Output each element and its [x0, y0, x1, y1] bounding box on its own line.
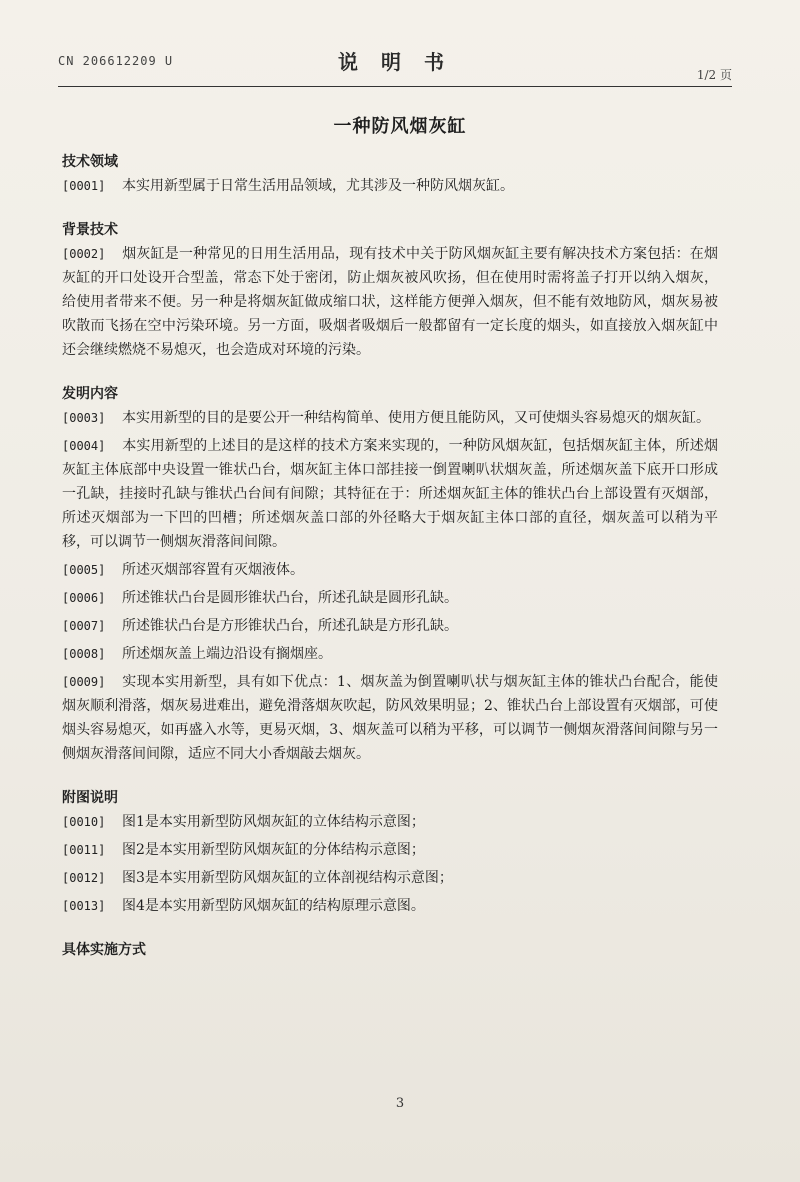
paragraph	[62, 838, 718, 862]
paragraph	[62, 810, 718, 834]
paragraph-number: [0002]	[62, 247, 106, 261]
paragraph	[62, 406, 718, 430]
section-heading: 发明内容	[62, 386, 118, 402]
paragraph	[62, 558, 718, 582]
paragraph-text: 本实用新型的上述目的是这样的技术方案来实现的，一种防风烟灰缸，包括烟灰缸主体，所述烟灰缸主体底部中央设置一锥状凸台，烟灰缸主体口部挂接一倒置喇叭状烟灰盖，所述烟灰盖下底开口形成一孔缺，挂接时孔缺与锥状凸台间有间隙；其特征在于：所述烟灰缸主体的锥状凸台上部设置有灭烟部，所述灭烟部为一下凹的凹槽；所述烟灰盖口部的外径略大于烟灰缸主体口部的直径，烟灰盖可以稍为平移，可以调节一侧烟灰滑落间间隙。	[62, 438, 718, 550]
paragraph	[62, 894, 718, 918]
paragraph-text: 本实用新型的目的是要公开一种结构简单、使用方便且能防风，又可使烟头容易熄灭的烟灰缸。	[122, 410, 710, 426]
paragraph	[62, 866, 718, 890]
section-drawings	[62, 786, 718, 918]
paragraph-number: [0001]	[62, 179, 106, 193]
paragraph-number: [0007]	[62, 619, 106, 633]
paragraph-number: [0005]	[62, 563, 106, 577]
paragraph-text: 图2是本实用新型防风烟灰缸的分体结构示意图；	[122, 842, 425, 858]
paragraph	[62, 642, 718, 666]
paragraph-text: 图3是本实用新型防风烟灰缸的立体剖视结构示意图；	[122, 870, 453, 886]
paragraph-number: [0008]	[62, 647, 106, 661]
section-heading: 技术领域	[62, 154, 118, 170]
paragraph	[62, 670, 718, 766]
paragraph-text: 图4是本实用新型防风烟灰缸的结构原理示意图。	[122, 898, 425, 914]
paragraph	[62, 586, 718, 610]
paragraph	[62, 434, 718, 554]
section-heading: 背景技术	[62, 222, 118, 238]
document-title: 一种防风烟灰缸	[333, 116, 467, 137]
paragraph-number: [0004]	[62, 439, 106, 453]
paragraph-number: [0003]	[62, 411, 106, 425]
paragraph-number: [0010]	[62, 815, 106, 829]
paragraph-text: 烟灰缸是一种常见的日用生活用品，现有技术中关于防风烟灰缸主要有解决技术方案包括：在烟灰缸的开口处设开合型盖，常态下处于密闭，防止烟灰被风吹扬，但在使用时需将盖子打开以纳入烟灰，给使用者带来不便。另一种是将烟灰缸做成缩口状，这样能方便弹入烟灰，但不能有效地防风，烟灰易被吹散而飞扬在空中污染环境。另一方面，吸烟者吸烟后一般都留有一定长度的烟头，如直接放入烟灰缸中还会继续燃烧不易熄灭，也会造成对环境的污染。	[62, 246, 718, 358]
section-tech-field	[62, 150, 718, 198]
paragraph-text: 所述锥状凸台是方形锥状凸台，所述孔缺是方形孔缺。	[122, 618, 458, 634]
paragraph-number: [0013]	[62, 899, 106, 913]
section-embodiment	[62, 938, 718, 962]
paragraph-text: 所述灭烟部容置有灭烟液体。	[122, 562, 304, 578]
page-header	[58, 44, 732, 84]
document-body	[62, 150, 718, 962]
paragraph-text: 实现本实用新型，具有如下优点：1、烟灰盖为倒置喇叭状与烟灰缸主体的锥状凸台配合，能使烟灰顺利滑落，烟灰易进难出，避免滑落烟灰吹起，防风效果明显；2、锥状凸台上部设置有灭烟部，可使烟头容易熄灭，如再盛入水等，更易灭烟，3、烟灰盖可以稍为平移，可以调节一侧烟灰滑落间间隙与另一侧烟灰滑落间间隙，适应不同大小香烟敲去烟灰。	[62, 674, 718, 762]
section-invention	[62, 382, 718, 766]
paragraph-number: [0009]	[62, 675, 106, 689]
paragraph	[62, 242, 718, 362]
publication-number: CN 206612209 U	[58, 54, 174, 68]
paragraph-text: 本实用新型属于日常生活用品领域，尤其涉及一种防风烟灰缸。	[122, 178, 514, 194]
paragraph-text: 所述锥状凸台是圆形锥状凸台，所述孔缺是圆形孔缺。	[122, 590, 458, 606]
header-title: 说 明 书	[338, 50, 452, 74]
paragraph-text: 所述烟灰盖上端边沿设有搁烟座。	[122, 646, 332, 662]
paragraph-number: [0011]	[62, 843, 106, 857]
paragraph	[62, 614, 718, 638]
section-background	[62, 218, 718, 362]
section-heading: 具体实施方式	[62, 942, 146, 958]
paragraph-number: [0006]	[62, 591, 106, 605]
page-count: 1/2 页	[696, 68, 732, 82]
header-rule	[58, 86, 732, 87]
paragraph-text: 图1是本实用新型防风烟灰缸的立体结构示意图；	[122, 814, 425, 830]
page-number: 3	[395, 1096, 405, 1111]
section-heading: 附图说明	[62, 790, 118, 806]
paragraph	[62, 174, 718, 198]
paragraph-number: [0012]	[62, 871, 106, 885]
